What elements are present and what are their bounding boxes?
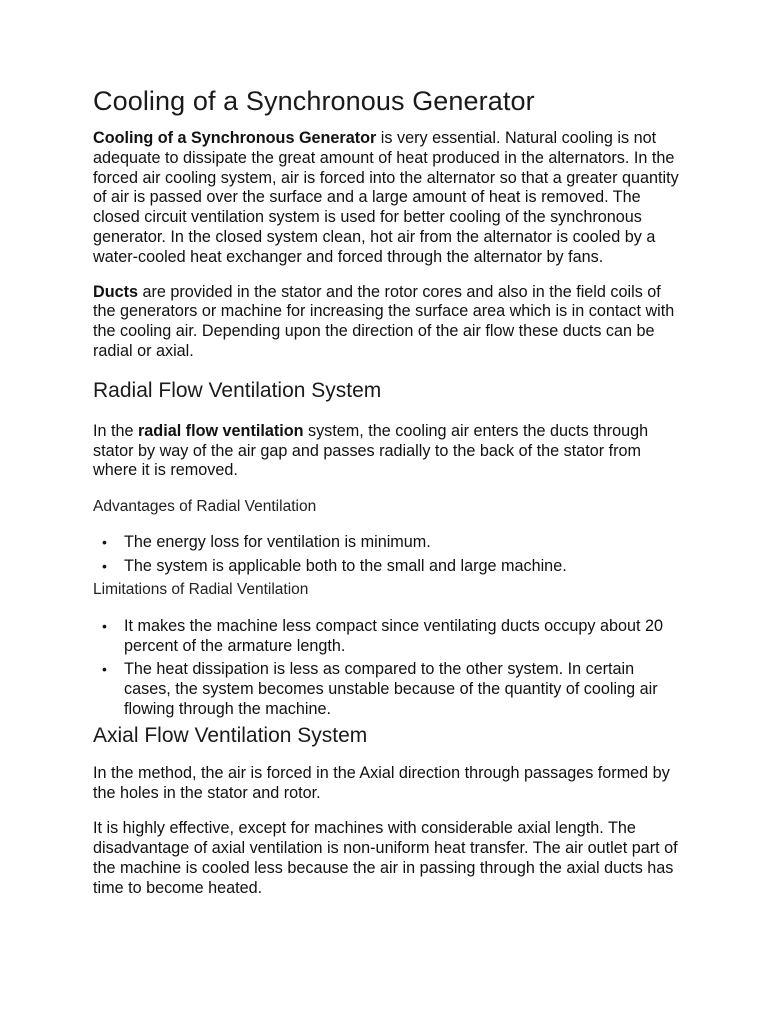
document-page (93, 84, 685, 899)
intro-text: is very essential. Natural cooling is not adequate to dissipate the great amount of heat produced in the alternators. In the forced air cooling system, air is forced into the alternator so that a greater quantity of air is passed over the surface and a large amount of heat is removed. The closed circuit ventilation system is used for better cooling of the synchronous generator. In the closed system clean, hot air from the alternator is cooled by a water-cooled heat exchanger and forced through the alternator by fans. (93, 129, 679, 266)
list-item: • The heat dissipation is less as compared to the other system. In certain cases, the system becomes unstable because of the quantity of cooling air flowing through the machine. (124, 660, 685, 719)
radial-intro-bold: radial flow ventilation (138, 421, 304, 440)
axial-paragraph-2: It is highly effective, except for machines with considerable axial length. The disadvantage of axial ventilation is non-uniform heat transfer. The air outlet part of the machine is cooled less because the air in passing through the axial ducts has time to become heated. (93, 819, 678, 897)
radial-heading: Radial Flow Ventilation System (93, 378, 382, 402)
radial-intro-pre: In the (93, 421, 138, 440)
ducts-paragraph (93, 283, 685, 362)
intro-bold-term: Cooling of a Synchronous Generator (93, 129, 377, 147)
limitations-list (93, 617, 685, 720)
advantages-list (93, 533, 685, 577)
radial-intro-paragraph (93, 422, 685, 481)
limitations-heading: Limitations of Radial Ventilation (93, 580, 309, 598)
radial-intro-post: system, the cooling air enters the ducts through stator by way of the air gap and passes radially to the back of the stator from where it is removed. (93, 421, 649, 480)
page-title: Cooling of a Synchronous Generator (93, 86, 535, 116)
ducts-bold-term: Ducts (93, 282, 138, 301)
list-item: • It makes the machine less compact since ventilating ducts occupy about 20 percent of the armature length. (124, 617, 685, 657)
intro-paragraph (93, 129, 685, 268)
axial-heading: Axial Flow Ventilation System (93, 723, 368, 747)
ducts-text: are provided in the stator and the rotor cores and also in the field coils of the generators or machine for increasing the surface area which is in contact with the cooling air. Depending upon the direction of the air flow these ducts can be radial or axial. (93, 282, 675, 360)
list-item: • The system is applicable both to the small and large machine. (124, 557, 685, 577)
advantages-heading: Advantages of Radial Ventilation (93, 498, 317, 516)
list-item: • The energy loss for ventilation is minimum. (124, 533, 685, 553)
axial-paragraph-1: In the method, the air is forced in the Axial direction through passages formed by the holes in the stator and rotor. (93, 763, 670, 802)
